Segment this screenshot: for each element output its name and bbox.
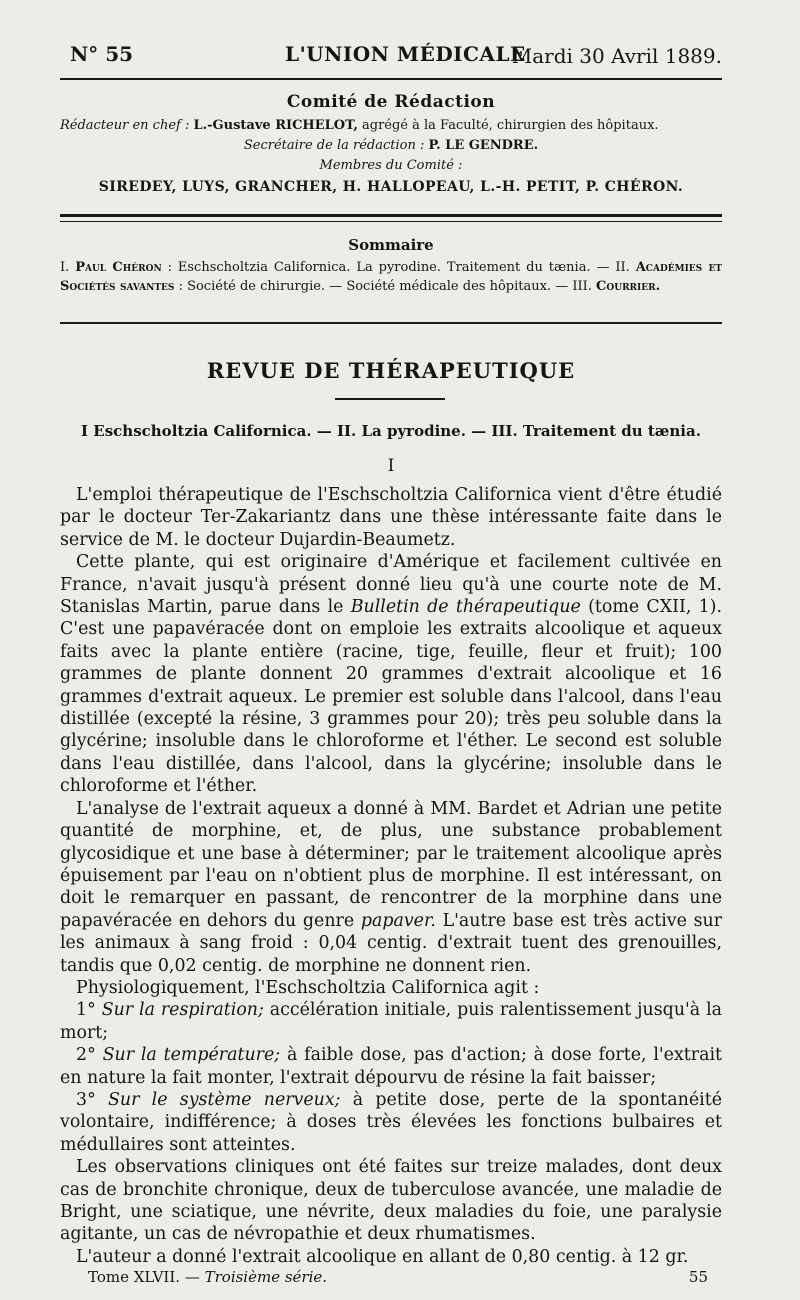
summary-item-1-author: Paul Chéron — [75, 260, 162, 275]
summary-item-1-text: : Eschscholtzia Californica. La pyrodine. Traitement du tænia. — — [167, 260, 610, 275]
paragraph-2 — [60, 551, 722, 797]
paragraph-1: L'emploi thérapeutique de l'Eschscholtzia Californica vient d'être étudié par le docteur Ter-Zakariantz dans une thèse intéressante faite dans le service de M. le docteur Dujardin-Beaumetz. — [60, 485, 722, 550]
chief-name: L.-Gustave RICHELOT, — [193, 118, 358, 133]
committee-title: Comité de Rédaction — [286, 92, 496, 112]
article-subtitle: I Eschscholtzia Californica. — II. La pyrodine. — III. Traitement du tænia. — [81, 422, 701, 440]
item-2-num: 2° — [76, 1045, 96, 1066]
editorial-committee — [60, 92, 722, 198]
footer-volume — [88, 1268, 327, 1286]
summary-item-1-num: I. — [60, 260, 70, 275]
issue-number: N° 55 — [70, 42, 134, 66]
title-short-rule — [335, 398, 445, 400]
item-1-heading: Sur la respiration; — [101, 1000, 264, 1021]
header-rule — [60, 78, 722, 80]
paragraph-8: Les observations cliniques ont été faites sur treize malades, dont deux cas de bronchite chronique, deux de tuberculose avancée, une maladie de Bright, une sciatique, une névrite, deux maladies du foie, une paralysie agitante, un cas de névropathie et deux rhumatismes. — [60, 1157, 722, 1245]
chief-desc: agrégé à la Faculté, chirurgien des hôpitaux. — [362, 118, 659, 133]
secretary-name: P. LE GENDRE. — [428, 138, 539, 153]
item-2-heading: Sur la température; — [102, 1045, 281, 1066]
paragraph-2-a: Cette plante, qui est originaire d'Amérique et facilement cultivée en France, n'avait jusqu'à présent donné lieu qu'à une courte note de M. Stanislas Martin, parue dans le — [60, 552, 722, 618]
item-1-num: 1° — [76, 1000, 96, 1021]
genus-name: papaver. — [360, 910, 436, 931]
item-3-heading: Sur le système nerveux; — [108, 1089, 341, 1110]
summary-title: Sommaire — [348, 236, 434, 254]
paragraph-5 — [60, 999, 722, 1044]
paragraph-3 — [60, 798, 722, 977]
summary-text — [60, 258, 722, 296]
item-3-text: à petite dose, perte de la spontanéité volontaire, indifférence; à doses très élevées les fonctions bulbaires et médullaires sont atteintes. — [60, 1089, 723, 1155]
article-body — [60, 484, 722, 1268]
paragraph-3-b: L'autre base est très active sur les animaux à sang froid : 0,04 centig. d'extrait tuent des grenouilles, tandis que 0,02 centig. de morphine ne donnent rien. — [60, 910, 723, 976]
journal-title: L'UNION MÉDICALE — [285, 42, 526, 66]
summary-item-2-label: Académies et Sociétés savantes — [60, 260, 722, 294]
summary-item-2-num: II. — [615, 260, 630, 275]
members-list: SIREDEY, LUYS, GRANCHER, H. HALLOPEAU, L.-H. PETIT, P. CHÉRON. — [98, 179, 684, 195]
committee-rule-bottom — [60, 221, 722, 222]
page-header — [70, 40, 722, 76]
summary-item-3-num: III. — [572, 279, 592, 294]
members-label: Membres du Comité : — [319, 158, 463, 173]
summary-item-2-text: : Société de chirurgie. — Société médicale des hôpitaux. — — [178, 279, 569, 294]
secretary-label: Secrétaire de la rédaction : — [243, 138, 425, 153]
paragraph-6 — [60, 1044, 722, 1089]
item-2-text: à faible dose, pas d'action; à dose forte, l'extrait en nature la fait monter, l'extrait dépourvu de résine la fait baisser; — [60, 1045, 722, 1088]
chief-editor-line — [60, 116, 722, 136]
paragraph-2-b: (tome CXII, 1). C'est une papavéracée dont on emploie les extraits alcoolique et aqueux faits avec la plante entière (racine, tige, feuille, fleur et fruit); 100 grammes de plante donnent 20 grammes d'extrait alcoolique et 16 grammes d'extrait aqueux. Le premier est soluble dans l'alcool, dans l'eau distillée (excepté la résine, 3 grammes pour 20); très peu soluble dans la glycérine; insoluble dans le chloroforme et l'éther. Le second est soluble dans l'eau distillée, dans l'alcool, dans la glycérine; insoluble dans le chloroforme et l'éther. — [60, 597, 722, 797]
series-label: Troisième série. — [204, 1268, 328, 1286]
summary-item-3-label: Courrier. — [596, 279, 661, 294]
part-number: I — [387, 456, 395, 476]
section-title: REVUE DE THÉRAPEUTIQUE — [206, 358, 576, 383]
page-number: 55 — [688, 1268, 708, 1286]
paragraph-7 — [60, 1089, 722, 1156]
secretary-line — [60, 136, 722, 156]
chief-label: Rédacteur en chef : — [60, 118, 190, 133]
committee-rule-top — [60, 214, 722, 217]
issue-date: Mardi 30 Avril 1889. — [511, 44, 722, 68]
paragraph-9: L'auteur a donné l'extrait alcoolique en allant de 0,80 centig. à 12 gr. — [76, 1246, 689, 1267]
paragraph-3-a: L'analyse de l'extrait aqueux a donné à MM. Bardet et Adrian une petite quantité de morphine, et, de plus, une substance probablement glycosidique et une base à déterminer; par le traitement alcoolique après épuisement par l'eau on n'obtient plus de morphine. Il est intéressant, on doit le remarquer en passant, de rencontrer de la morphine dans une papavéracée en dehors du genre — [60, 798, 722, 931]
paragraph-4: Physiologiquement, l'Eschscholtzia Californica agit : — [76, 977, 540, 998]
item-1-text: accélération initiale, puis ralentissement jusqu'à la mort; — [60, 1000, 723, 1043]
volume-label: Tome XLVII. — — [88, 1268, 200, 1286]
journal-citation: Bulletin de thérapeutique — [350, 597, 581, 618]
summary-rule — [60, 322, 722, 324]
item-3-num: 3° — [76, 1089, 96, 1110]
